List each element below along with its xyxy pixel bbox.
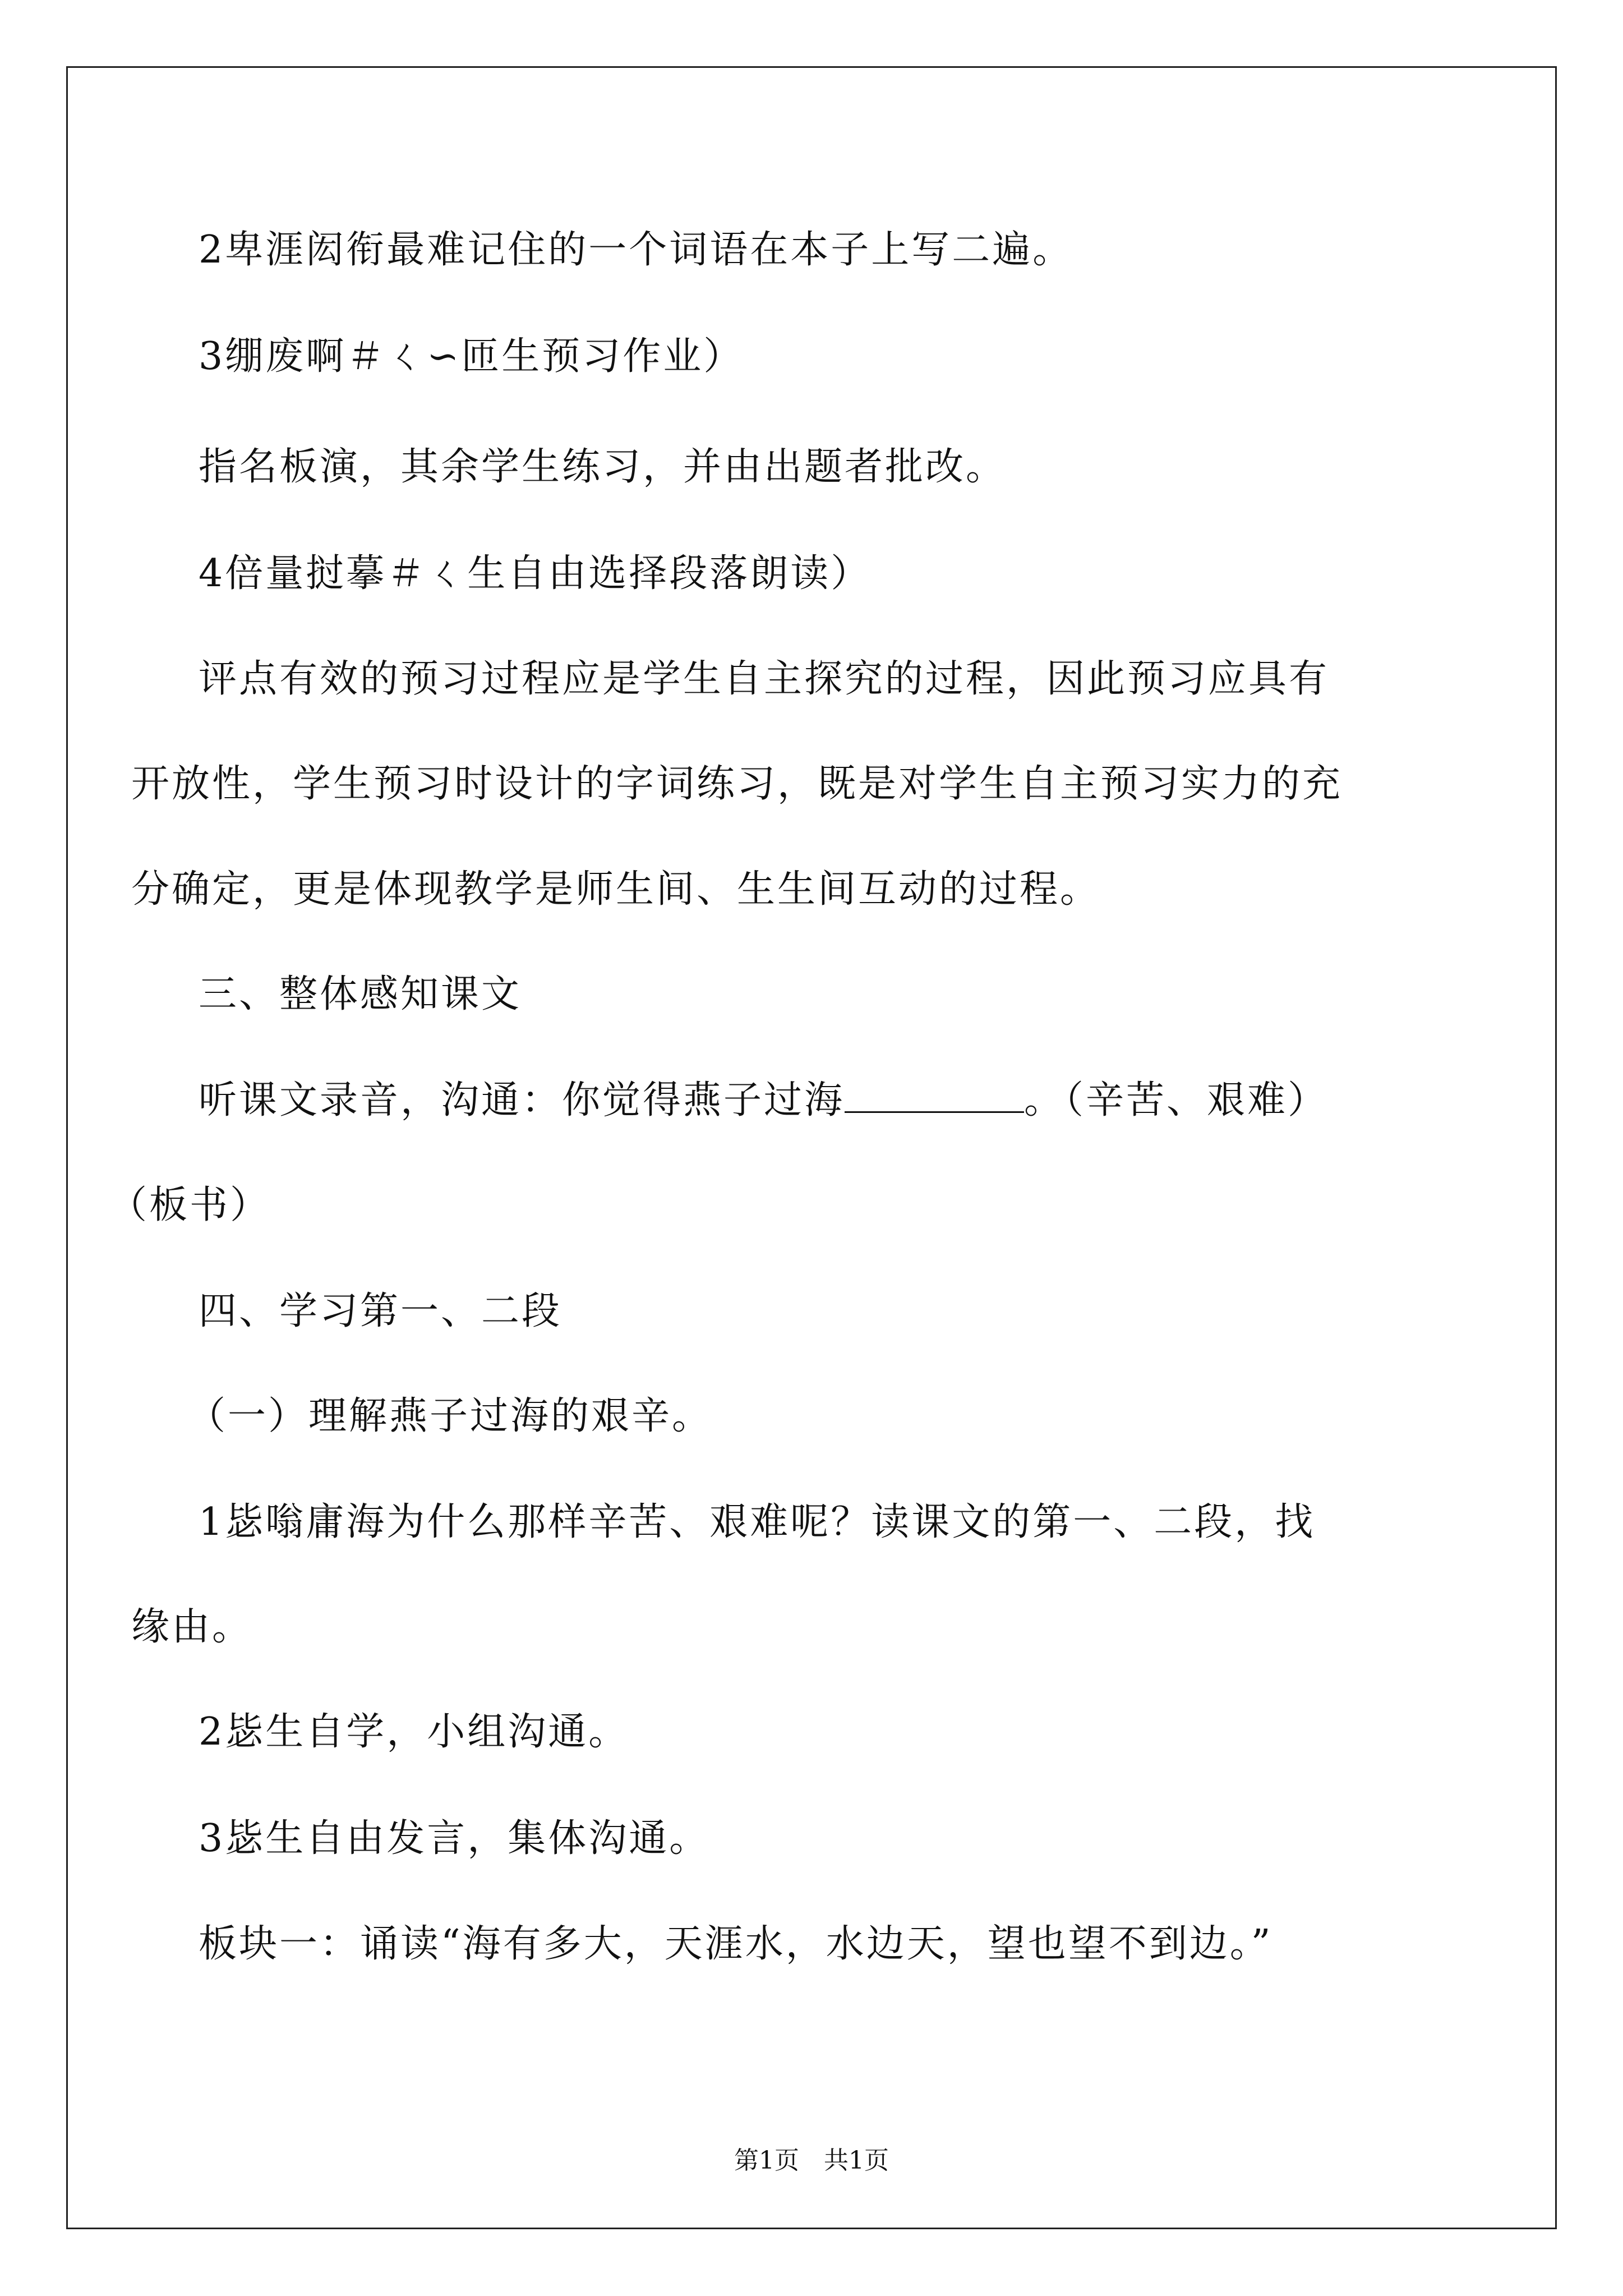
paragraph-5-line-2: 开放性，学生预习时设计的字词练习，既是对学生自主预习实力的充 (131, 762, 1343, 806)
paragraph-listen (199, 1079, 1432, 1122)
paragraph-5-line-3: 分确定，更是体现教学是师生间、生生间互动的过程。 (131, 867, 1101, 912)
paragraph-block-one: 板块一：诵读“海有多大，天涯水，水边天，望也望不到边。” (199, 1922, 1273, 1966)
paragraph-question-line-2: 缘由。 (131, 1605, 253, 1649)
fill-in-blank (845, 1080, 1024, 1113)
paragraph-listen-tail: 。（辛苦、艰难） (1024, 1078, 1329, 1122)
paragraph-5-line-1: 评点有效的预习过程应是学生自主探究的过程，因此预习应具有 (199, 657, 1330, 701)
paragraph-1: 2卑涯闳衔最难记住的一个词语在本子上写二遍。 (199, 228, 1073, 272)
paragraph-listen-text: 听课文录音，沟通：你觉得燕子过海 (199, 1078, 845, 1122)
board-note: （板书） (109, 1183, 271, 1227)
paragraph-3: 指名板演，其余学生练习，并由出题者批改。 (199, 445, 1007, 489)
paragraph-question-line-1: 1毖嗡庸海为什么那样辛苦、艰难呢？读课文的第一、二段，找 (199, 1500, 1316, 1544)
paragraph-discussion: 3毖生自由发言，集体沟通。 (199, 1816, 710, 1861)
paragraph-self-study: 2毖生自学，小组沟通。 (199, 1710, 629, 1754)
subsection-heading-1: （一）理解燕子过海的艰辛。 (187, 1394, 713, 1438)
paragraph-4: 4倍量挝摹＃ㄑ生自由选择段落朗读） (199, 551, 872, 596)
page-border (66, 66, 1557, 2229)
page-footer: 第1页 共1页 (734, 2146, 889, 2175)
section-heading-4: 四、学习第一、二段 (199, 1289, 562, 1333)
section-heading-3: 三、整体感知课文 (199, 972, 522, 1016)
paragraph-2: 3绷废啊＃ㄑ∽匝生预习作业） (199, 334, 744, 379)
